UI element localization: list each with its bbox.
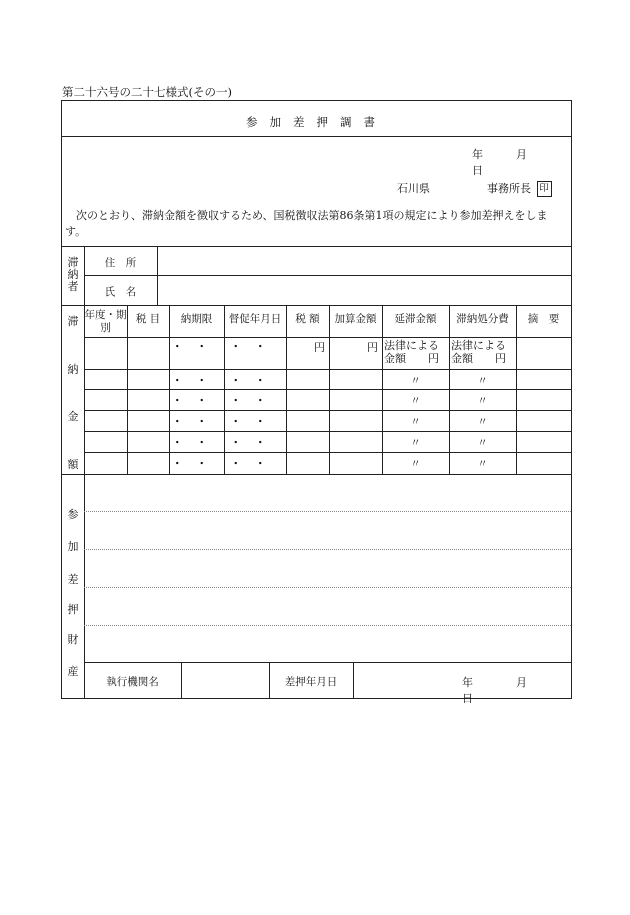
issue-date: 年 月 日	[472, 148, 527, 177]
reminder-date-dots: ・・	[230, 437, 280, 449]
reminder-date-dots: ・・	[230, 395, 280, 407]
late-amount-note: 法律による金額 円	[384, 339, 439, 365]
property-label-3: 差	[67, 573, 79, 586]
column-header: 督促年月日	[228, 313, 282, 325]
divider	[84, 431, 571, 432]
column-header: 延滞金額	[394, 313, 437, 325]
divider	[84, 275, 571, 276]
due-date-dots: ・・	[172, 458, 221, 470]
seizure-form	[61, 100, 572, 705]
reminder-date-dots: ・・	[230, 341, 280, 353]
tax-unit: 円	[314, 341, 325, 354]
delinquent-label: 滞 納 者	[67, 256, 79, 293]
column-header: 加算金額	[334, 313, 377, 325]
due-date-dots: ・・	[172, 375, 221, 387]
divider	[84, 474, 85, 698]
divider	[84, 410, 571, 411]
form-title: 参加差押調書	[246, 115, 387, 129]
divider	[84, 452, 571, 453]
amount-label-2: 納	[67, 363, 79, 376]
divider	[353, 662, 354, 698]
due-date-dots: ・・	[172, 437, 221, 449]
column-header: 納期限	[180, 313, 213, 325]
dotted-line	[84, 587, 571, 588]
due-date-dots: ・・	[172, 416, 221, 428]
name-label: 氏 名	[104, 286, 137, 298]
processing-fee-note: 法律による金額 円	[451, 339, 506, 365]
divider	[84, 389, 571, 390]
ditto-mark: 〃	[477, 416, 488, 428]
ditto-mark: 〃	[410, 416, 421, 428]
dotted-line	[84, 511, 571, 512]
property-label-2: 加	[67, 540, 79, 553]
address-label: 住 所	[104, 257, 137, 269]
amount-label-4: 額	[67, 458, 79, 471]
add-unit: 円	[367, 341, 378, 354]
ditto-mark: 〃	[410, 458, 421, 470]
reminder-date-dots: ・・	[230, 416, 280, 428]
divider	[84, 662, 571, 663]
ditto-mark: 〃	[410, 395, 421, 407]
ditto-mark: 〃	[410, 437, 421, 449]
property-label-4: 押	[67, 603, 79, 616]
seizure-date-value: 年 月 日	[462, 676, 527, 705]
issuing-office: 石川県 事務所長 印	[397, 180, 552, 197]
property-label-6: 産	[67, 665, 79, 678]
column-header: 年度・期 別	[84, 309, 137, 334]
property-label-1: 参	[67, 508, 79, 521]
agency-label: 執行機関名	[106, 676, 159, 688]
seizure-date-label: 差押年月日	[284, 676, 338, 688]
property-label-5: 財	[67, 633, 79, 646]
divider	[181, 662, 182, 698]
divider	[62, 474, 571, 475]
due-date-dots: ・・	[172, 395, 221, 407]
statement-text: 次のとおり、滞納金額を徴収するため、国税徴収法第86条第1項の規定により参加差押えをします。	[65, 209, 548, 238]
amount-label-3: 金	[67, 410, 79, 423]
divider	[62, 136, 571, 137]
reminder-date-dots: ・・	[230, 375, 280, 387]
ditto-mark: 〃	[477, 437, 488, 449]
amount-label-1: 滞	[67, 315, 79, 328]
divider	[62, 305, 571, 306]
ditto-mark: 〃	[477, 458, 488, 470]
form-caption: 第二十六号の二十七様式(その一)	[62, 85, 232, 99]
ditto-mark: 〃	[477, 375, 488, 387]
due-date-dots: ・・	[172, 341, 221, 353]
ditto-mark: 〃	[410, 375, 421, 387]
divider	[62, 246, 571, 247]
dotted-line	[84, 549, 571, 550]
column-header: 摘 要	[527, 313, 560, 325]
column-header: 税 額	[295, 313, 320, 325]
divider	[84, 337, 571, 338]
dotted-line	[84, 625, 571, 626]
reminder-date-dots: ・・	[230, 458, 280, 470]
ditto-mark: 〃	[477, 395, 488, 407]
column-header: 滞納処分費	[456, 313, 509, 325]
column-header: 税 目	[135, 313, 161, 325]
seal-stamp: 印	[537, 181, 552, 197]
divider	[84, 369, 571, 370]
